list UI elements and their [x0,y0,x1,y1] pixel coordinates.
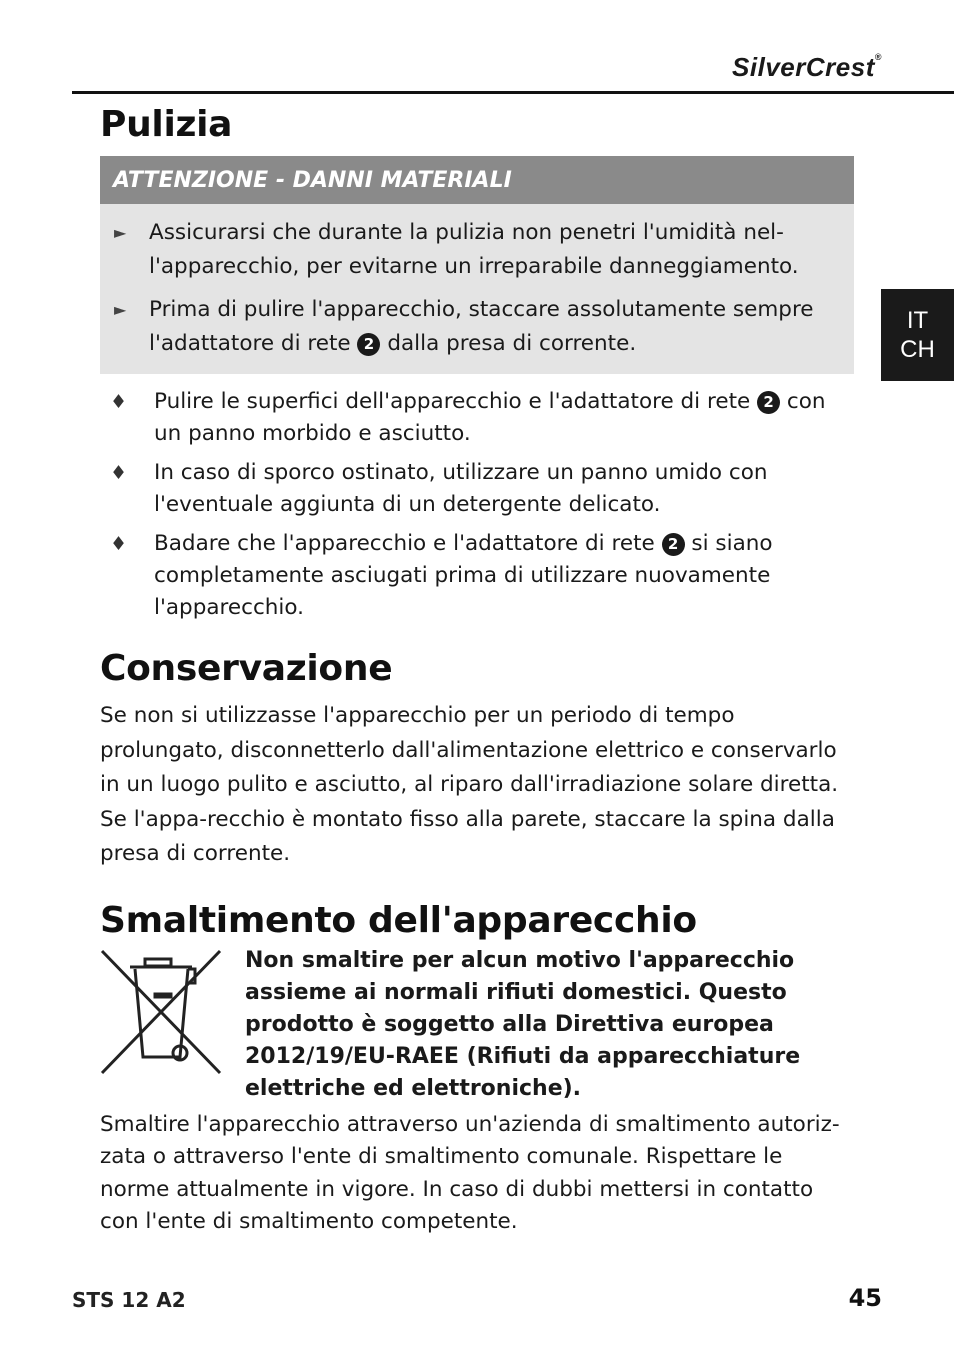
list-item-text: Pulire le superfici dell'apparecchio e l'adattatore di rete 2 con un panno morbido e asciutto. [154,389,826,446]
number-badge: 2 [757,391,780,414]
disposal-paragraph: Smaltire l'apparecchio attraverso un'azienda di smaltimento autoriz-zata o attraverso l'ente di smaltimento comunale. Rispettare le norme attualmente in vigore. In caso di dubbi mettersi in contatto con l'ente di smaltimento competente. [100,1111,840,1234]
warning-item-text: Prima di pulire l'apparecchio, staccare assolutamente sempre l'adattatore di rete 2 dalla presa di corrente. [149,297,814,356]
diamond-icon: ♦ [110,462,128,484]
model-number: STS 12 A2 [72,1288,186,1312]
arrow-right-icon: ► [114,300,127,319]
warning-item-text: Assicurarsi che durante la pulizia non penetri l'umidità nel-l'apparecchio, per evitarne un irreparabile danneggiamento. [149,220,799,279]
number-badge: 2 [357,333,380,356]
arrow-right-icon: ► [114,223,127,242]
language-tab [881,289,954,381]
page-content [100,104,856,1239]
list-item-text: Badare che l'apparecchio e l'adattatore di rete 2 si siano completamente asciugati prima di utilizzare nuovamente l'apparecchio. [154,531,773,620]
crossed-out-bin-icon [100,949,245,1079]
warning-item [100,216,854,284]
header-rule [72,91,954,94]
cleaning-steps [100,386,856,624]
disposal-warning-text: Non smaltire per alcun motivo l'apparecchio assieme ai normali rifiuti domestici. Questo prodotto è soggetto alla Direttiva europea 2012/19/EU-RAEE (Rifiuti da apparecchiature elettriche ed elettroniche). [245,947,801,1101]
diamond-icon: ♦ [110,533,128,555]
language-code: IT [906,307,929,334]
storage-paragraph: Se non si utilizzasse l'apparecchio per un periodo di tempo prolungato, disconnetterlo dall'alimentazione elettrico e conservarlo in un luogo pulito e asciutto, al riparo dall'irradiazione solare diretta. Se l'appa-recchio è montato fisso alla parete, staccare la spina dalla presa di corrente. [100,703,839,866]
section-title-pulizia: Pulizia [100,104,233,145]
disposal-notice [100,949,856,1105]
number-badge: 2 [662,533,685,556]
list-item [100,528,856,624]
warning-list [100,204,854,374]
page-number: 45 [848,1284,882,1312]
section-title-conservazione: Conservazione [100,648,393,689]
list-item [100,386,856,450]
brand-logo: SilverCrest® [732,52,882,82]
diamond-icon: ♦ [110,391,128,413]
warning-box [100,156,854,374]
list-item-text: In caso di sporco ostinato, utilizzare un panno umido con l'eventuale aggiunta di un detergente delicato. [154,460,768,517]
warning-item [100,293,854,361]
warning-title: ATTENZIONE - DANNI MATERIALI [100,156,854,204]
section-title-smaltimento: Smaltimento dell'apparecchio [100,899,697,941]
country-code: CH [900,336,935,363]
list-item [100,457,856,521]
